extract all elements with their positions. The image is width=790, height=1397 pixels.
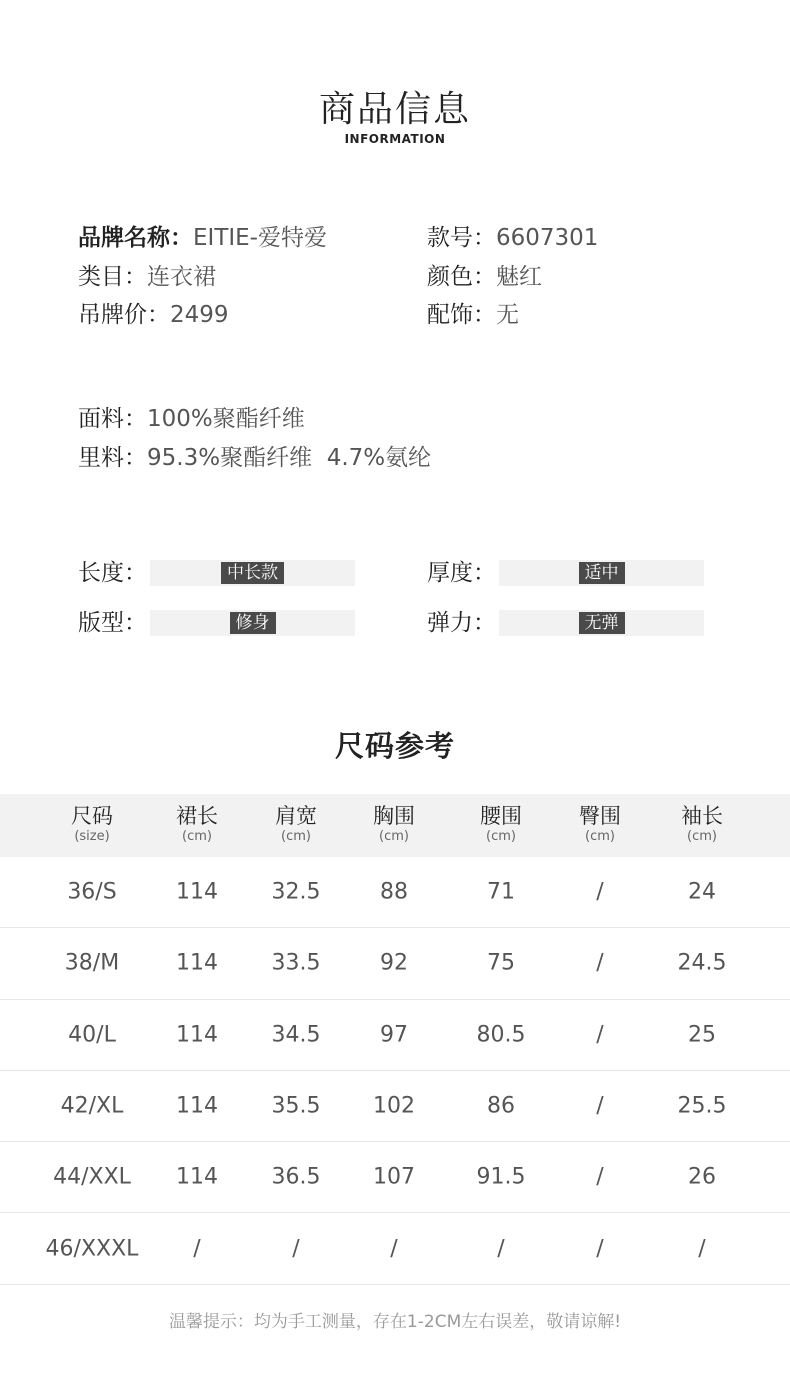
size-chart-title: 尺码参考 — [334, 729, 455, 763]
info-label: 配饰： — [427, 302, 496, 328]
info-row — [78, 261, 758, 300]
table-cell-size: 42/XL — [60, 1093, 124, 1119]
column-header-sleeve — [681, 803, 723, 845]
table-cell-sleeve: 25 — [688, 1022, 716, 1048]
table-cell-hip: / — [596, 950, 604, 976]
column-header-size — [71, 803, 113, 845]
table-cell-length: 114 — [176, 1022, 218, 1048]
table-cell-waist: 75 — [487, 950, 515, 976]
table-cell-sleeve: / — [698, 1236, 706, 1262]
table-cell-length: 114 — [176, 950, 218, 976]
info-value: EITIE-爱特爱 — [193, 225, 327, 251]
column-name: 袖长 — [681, 804, 723, 828]
column-name: 肩宽 — [275, 804, 317, 828]
attribute-scale — [150, 610, 355, 636]
table-cell-length: 114 — [176, 1093, 218, 1119]
table-cell-length: 114 — [176, 879, 218, 905]
info-row — [78, 299, 758, 338]
table-cell-waist: 91.5 — [476, 1164, 526, 1190]
table-row — [0, 1142, 790, 1213]
table-cell-bust: 107 — [373, 1164, 415, 1190]
table-cell-shoulder: 36.5 — [271, 1164, 321, 1190]
table-cell-sleeve: 24.5 — [677, 950, 727, 976]
table-cell-shoulder: 33.5 — [271, 950, 321, 976]
attribute-chip: 无弹 — [579, 612, 625, 634]
info-accessories — [427, 299, 519, 331]
info-style-no — [427, 222, 598, 254]
table-cell-waist: 86 — [487, 1093, 515, 1119]
fabric-lining — [78, 439, 431, 478]
column-header-bust — [373, 803, 415, 845]
info-label: 品牌名称： — [78, 225, 193, 251]
attribute-chip: 中长款 — [221, 562, 284, 584]
table-cell-size: 38/M — [64, 950, 120, 976]
table-cell-hip: / — [596, 1164, 604, 1190]
product-info-grid — [78, 222, 758, 338]
column-name: 臀围 — [579, 804, 621, 828]
attribute-label: 厚度： — [427, 560, 496, 586]
table-cell-bust: 92 — [380, 950, 408, 976]
size-table-header — [0, 794, 790, 857]
info-value: 2499 — [170, 302, 229, 328]
info-brand — [78, 222, 327, 254]
info-value: 无 — [496, 302, 519, 328]
table-row — [0, 857, 790, 928]
column-name: 胸围 — [373, 804, 415, 828]
fabric-label: 里料： — [78, 444, 147, 471]
table-cell-length: 114 — [176, 1164, 218, 1190]
table-cell-size: 44/XXL — [53, 1164, 131, 1190]
info-tag-price — [78, 299, 229, 331]
attribute-scale — [150, 560, 355, 586]
table-cell-size: 36/S — [67, 879, 117, 905]
column-header-hip — [579, 803, 621, 845]
table-cell-length: / — [193, 1236, 201, 1262]
table-cell-bust: 97 — [380, 1022, 408, 1048]
info-value: 魅红 — [496, 263, 542, 290]
column-header-shoulder — [275, 803, 317, 845]
attribute-scale — [499, 560, 704, 586]
section-title-information — [0, 88, 790, 146]
column-unit: (cm) — [486, 829, 516, 844]
table-cell-shoulder: 35.5 — [271, 1093, 321, 1119]
table-cell-sleeve: 26 — [688, 1164, 716, 1190]
info-label: 吊牌价： — [78, 302, 170, 328]
fabric-outer — [78, 400, 431, 439]
info-label: 颜色： — [427, 263, 496, 290]
table-cell-bust: / — [390, 1236, 398, 1262]
page-subtitle: INFORMATION — [344, 132, 446, 146]
info-value: 连衣裙 — [147, 263, 216, 290]
size-table — [0, 794, 790, 1285]
column-header-length — [176, 803, 218, 845]
attribute-label: 长度： — [78, 560, 147, 586]
info-label: 款号： — [427, 225, 496, 251]
table-row — [0, 1071, 790, 1142]
table-cell-shoulder: 32.5 — [271, 879, 321, 905]
table-cell-waist: / — [497, 1236, 505, 1262]
column-unit: (cm) — [585, 829, 615, 844]
attribute-row — [78, 558, 718, 588]
table-row — [0, 1213, 790, 1284]
table-cell-hip: / — [596, 1093, 604, 1119]
info-color — [427, 261, 542, 293]
column-unit: (cm) — [281, 829, 311, 844]
info-label: 类目： — [78, 263, 147, 290]
fabric-value: 100%聚酯纤维 — [147, 406, 305, 432]
table-cell-sleeve: 24 — [688, 879, 716, 905]
info-value: 6607301 — [496, 225, 599, 251]
measurement-note: 温馨提示：均为手工测量，存在1-2CM左右误差，敬请谅解! — [168, 1312, 622, 1332]
fabric-value: 95.3%聚酯纤维 4.7%氨纶 — [147, 444, 432, 471]
table-cell-size: 40/L — [68, 1022, 116, 1048]
attribute-row — [78, 608, 718, 638]
table-cell-shoulder: 34.5 — [271, 1022, 321, 1048]
table-cell-hip: / — [596, 879, 604, 905]
column-unit: (cm) — [687, 829, 717, 844]
table-cell-waist: 80.5 — [476, 1022, 526, 1048]
size-table-body — [0, 857, 790, 1285]
column-name: 腰围 — [480, 804, 522, 828]
table-cell-bust: 102 — [373, 1093, 415, 1119]
table-cell-size: 46/XXXL — [45, 1236, 139, 1262]
attribute-chip: 适中 — [579, 562, 625, 584]
table-cell-sleeve: 25.5 — [677, 1093, 727, 1119]
attribute-label: 弹力： — [427, 610, 496, 636]
table-cell-waist: 71 — [487, 879, 515, 905]
page-title: 商品信息 — [318, 89, 471, 130]
table-row — [0, 928, 790, 999]
table-cell-hip: / — [596, 1022, 604, 1048]
column-header-waist — [480, 803, 522, 845]
column-name: 裙长 — [176, 804, 218, 828]
fabric-label: 面料： — [78, 406, 147, 432]
info-category — [78, 261, 216, 293]
table-cell-hip: / — [596, 1236, 604, 1262]
column-unit: (cm) — [379, 829, 409, 844]
info-row — [78, 222, 758, 261]
table-cell-shoulder: / — [292, 1236, 300, 1262]
column-unit: (size) — [74, 829, 110, 844]
attribute-label: 版型： — [78, 610, 147, 636]
table-cell-bust: 88 — [380, 879, 408, 905]
table-row — [0, 1000, 790, 1071]
column-name: 尺码 — [71, 804, 113, 828]
attribute-chip: 修身 — [230, 612, 276, 634]
fabric-info — [78, 400, 431, 477]
column-unit: (cm) — [182, 829, 212, 844]
attribute-scale — [499, 610, 704, 636]
